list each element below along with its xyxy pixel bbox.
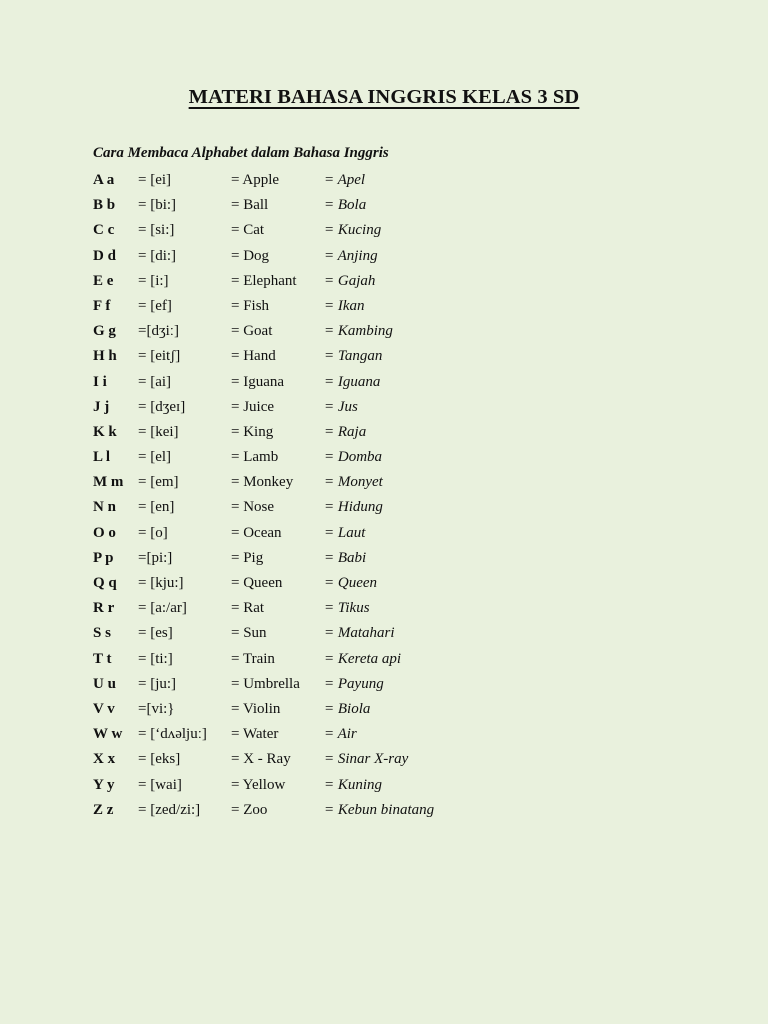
example-word: = Umbrella bbox=[231, 675, 300, 692]
example-word: = Pig bbox=[231, 549, 264, 566]
example-word: = Goat bbox=[231, 323, 273, 340]
alphabet-row bbox=[0, 495, 768, 520]
alphabet-letter: Q q bbox=[93, 575, 117, 591]
word-meaning: = Matahari bbox=[324, 625, 395, 642]
word-meaning: = Hidung bbox=[324, 499, 383, 516]
alphabet-row bbox=[0, 218, 768, 243]
alphabet-letter: A a bbox=[93, 172, 115, 188]
alphabet-row bbox=[0, 621, 768, 646]
alphabet-list bbox=[0, 168, 768, 823]
pronunciation: = [ju:] bbox=[138, 675, 177, 692]
alphabet-row bbox=[0, 697, 768, 722]
word-meaning: = Gajah bbox=[324, 272, 376, 289]
alphabet-letter: X x bbox=[93, 751, 116, 768]
alphabet-letter: V v bbox=[93, 700, 115, 717]
alphabet-row bbox=[0, 571, 768, 596]
word-meaning: = Tikus bbox=[324, 600, 370, 617]
word-meaning: = Raja bbox=[324, 423, 367, 440]
alphabet-letter: Z z bbox=[93, 801, 114, 818]
example-word: = Apple bbox=[231, 172, 280, 188]
example-word: = Ball bbox=[231, 197, 269, 214]
alphabet-letter: W w bbox=[93, 726, 123, 743]
example-word: = Ocean bbox=[231, 524, 282, 541]
alphabet-letter: Y y bbox=[93, 776, 115, 793]
word-meaning: = Air bbox=[324, 726, 357, 743]
pronunciation: =[vi:} bbox=[138, 700, 175, 717]
alphabet-letter: C c bbox=[93, 222, 115, 239]
pronunciation: = [el] bbox=[138, 449, 172, 466]
pronunciation: = [em] bbox=[138, 474, 179, 491]
pronunciation: = [o] bbox=[138, 524, 168, 541]
word-meaning: = Laut bbox=[324, 524, 366, 541]
word-meaning: = Biola bbox=[324, 700, 371, 717]
example-word: = Monkey bbox=[231, 474, 294, 491]
pronunciation: = [es] bbox=[138, 625, 173, 642]
pronunciation: = [bi:] bbox=[138, 197, 177, 214]
example-word: = X - Ray bbox=[231, 751, 291, 768]
alphabet-row bbox=[0, 420, 768, 445]
example-word: = Rat bbox=[231, 600, 265, 617]
pronunciation: = [ei] bbox=[138, 172, 172, 188]
word-meaning: = Iguana bbox=[324, 373, 381, 390]
pronunciation: = [eks] bbox=[138, 751, 181, 768]
pronunciation: = [en] bbox=[138, 499, 175, 516]
pronunciation: = [wai] bbox=[138, 776, 182, 793]
alphabet-row bbox=[0, 344, 768, 369]
pronunciation: = [a:/ar] bbox=[138, 600, 187, 617]
pronunciation: = [zed/zi:] bbox=[138, 801, 201, 818]
word-meaning: = Kereta api bbox=[324, 650, 402, 667]
alphabet-letter: D d bbox=[93, 247, 116, 264]
word-meaning: = Domba bbox=[324, 449, 383, 466]
alphabet-letter: M m bbox=[93, 474, 124, 491]
pronunciation: =[dʒiː] bbox=[138, 323, 179, 340]
example-word: = Iguana bbox=[231, 373, 285, 390]
alphabet-letter: L l bbox=[93, 449, 111, 466]
pronunciation: = [ti:] bbox=[138, 650, 173, 667]
alphabet-row bbox=[0, 722, 768, 747]
alphabet-row bbox=[0, 445, 768, 470]
alphabet-row bbox=[0, 596, 768, 621]
example-word: = Lamb bbox=[231, 449, 279, 466]
alphabet-row bbox=[0, 319, 768, 344]
example-word: = King bbox=[231, 423, 274, 440]
example-word: = Cat bbox=[231, 222, 265, 239]
alphabet-letter: E e bbox=[93, 272, 114, 289]
alphabet-letter: K k bbox=[93, 423, 117, 440]
example-word: = Nose bbox=[231, 499, 275, 516]
word-meaning: = Kucing bbox=[324, 222, 382, 239]
alphabet-row bbox=[0, 193, 768, 218]
alphabet-row bbox=[0, 370, 768, 395]
word-meaning: = Kuning bbox=[324, 776, 383, 793]
example-word: = Train bbox=[231, 650, 275, 667]
pronunciation: = [si:] bbox=[138, 222, 175, 239]
pronunciation: = [dʒeɪ] bbox=[138, 398, 186, 415]
example-word: = Violin bbox=[231, 700, 281, 717]
example-word: = Hand bbox=[231, 348, 276, 365]
example-word: = Fish bbox=[231, 297, 270, 314]
pronunciation: = [‘dʌəljuː] bbox=[138, 726, 207, 743]
word-meaning: = Payung bbox=[324, 675, 384, 692]
example-word: = Dog bbox=[231, 247, 270, 264]
word-meaning: = Jus bbox=[324, 398, 358, 415]
alphabet-row bbox=[0, 747, 768, 772]
word-meaning: = Anjing bbox=[324, 247, 378, 264]
pronunciation: = [ai] bbox=[138, 373, 172, 390]
alphabet-row bbox=[0, 798, 768, 823]
alphabet-row bbox=[0, 521, 768, 546]
alphabet-letter: J j bbox=[93, 398, 110, 415]
example-word: = Juice bbox=[231, 398, 275, 415]
alphabet-letter: O o bbox=[93, 524, 116, 541]
alphabet-row bbox=[0, 244, 768, 269]
example-word: = Zoo bbox=[231, 801, 268, 818]
alphabet-letter: R r bbox=[93, 600, 115, 617]
alphabet-letter: I i bbox=[93, 373, 107, 390]
word-meaning: = Ikan bbox=[324, 297, 365, 314]
pronunciation: = [kei] bbox=[138, 423, 179, 440]
alphabet-row bbox=[0, 546, 768, 571]
alphabet-letter: H h bbox=[93, 348, 117, 365]
word-meaning: = Bola bbox=[324, 197, 367, 214]
pronunciation: = [kju:] bbox=[138, 575, 184, 591]
example-word: = Water bbox=[231, 726, 279, 743]
pronunciation: = [di:] bbox=[138, 247, 177, 264]
word-meaning: = Sinar X-ray bbox=[324, 751, 409, 768]
pronunciation: = [ef] bbox=[138, 297, 172, 314]
alphabet-letter: T t bbox=[93, 650, 112, 667]
pronunciation: =[pi:] bbox=[138, 549, 173, 566]
alphabet-row bbox=[0, 168, 768, 193]
alphabet-row bbox=[0, 395, 768, 420]
word-meaning: = Kambing bbox=[324, 323, 393, 340]
alphabet-letter: N n bbox=[93, 499, 116, 516]
alphabet-row bbox=[0, 672, 768, 697]
word-meaning: = Kebun binatang bbox=[324, 801, 435, 818]
document-title: MATERI BAHASA INGGRIS KELAS 3 SD bbox=[188, 86, 580, 108]
alphabet-letter: F f bbox=[93, 297, 111, 314]
word-meaning: = Babi bbox=[324, 549, 367, 566]
alphabet-letter: U u bbox=[93, 675, 116, 692]
word-meaning: = Tangan bbox=[324, 348, 383, 365]
word-meaning: = Monyet bbox=[324, 474, 383, 491]
alphabet-row bbox=[0, 269, 768, 294]
section-subtitle: Cara Membaca Alphabet dalam Bahasa Inggris bbox=[93, 145, 389, 161]
pronunciation: = [i:] bbox=[138, 272, 169, 289]
alphabet-row bbox=[0, 647, 768, 672]
alphabet-letter: S s bbox=[93, 625, 111, 642]
word-meaning: = Queen bbox=[324, 575, 378, 591]
example-word: = Elephant bbox=[231, 272, 297, 289]
alphabet-letter: G g bbox=[93, 323, 116, 340]
example-word: = Sun bbox=[231, 625, 267, 642]
alphabet-letter: P p bbox=[93, 549, 114, 566]
alphabet-letter: B b bbox=[93, 197, 116, 214]
example-word: = Queen bbox=[231, 575, 283, 591]
word-meaning: = Apel bbox=[324, 172, 366, 188]
alphabet-row bbox=[0, 294, 768, 319]
pronunciation: = [eitʃ] bbox=[138, 348, 181, 365]
alphabet-row bbox=[0, 470, 768, 495]
example-word: = Yellow bbox=[231, 776, 286, 793]
alphabet-row bbox=[0, 773, 768, 798]
